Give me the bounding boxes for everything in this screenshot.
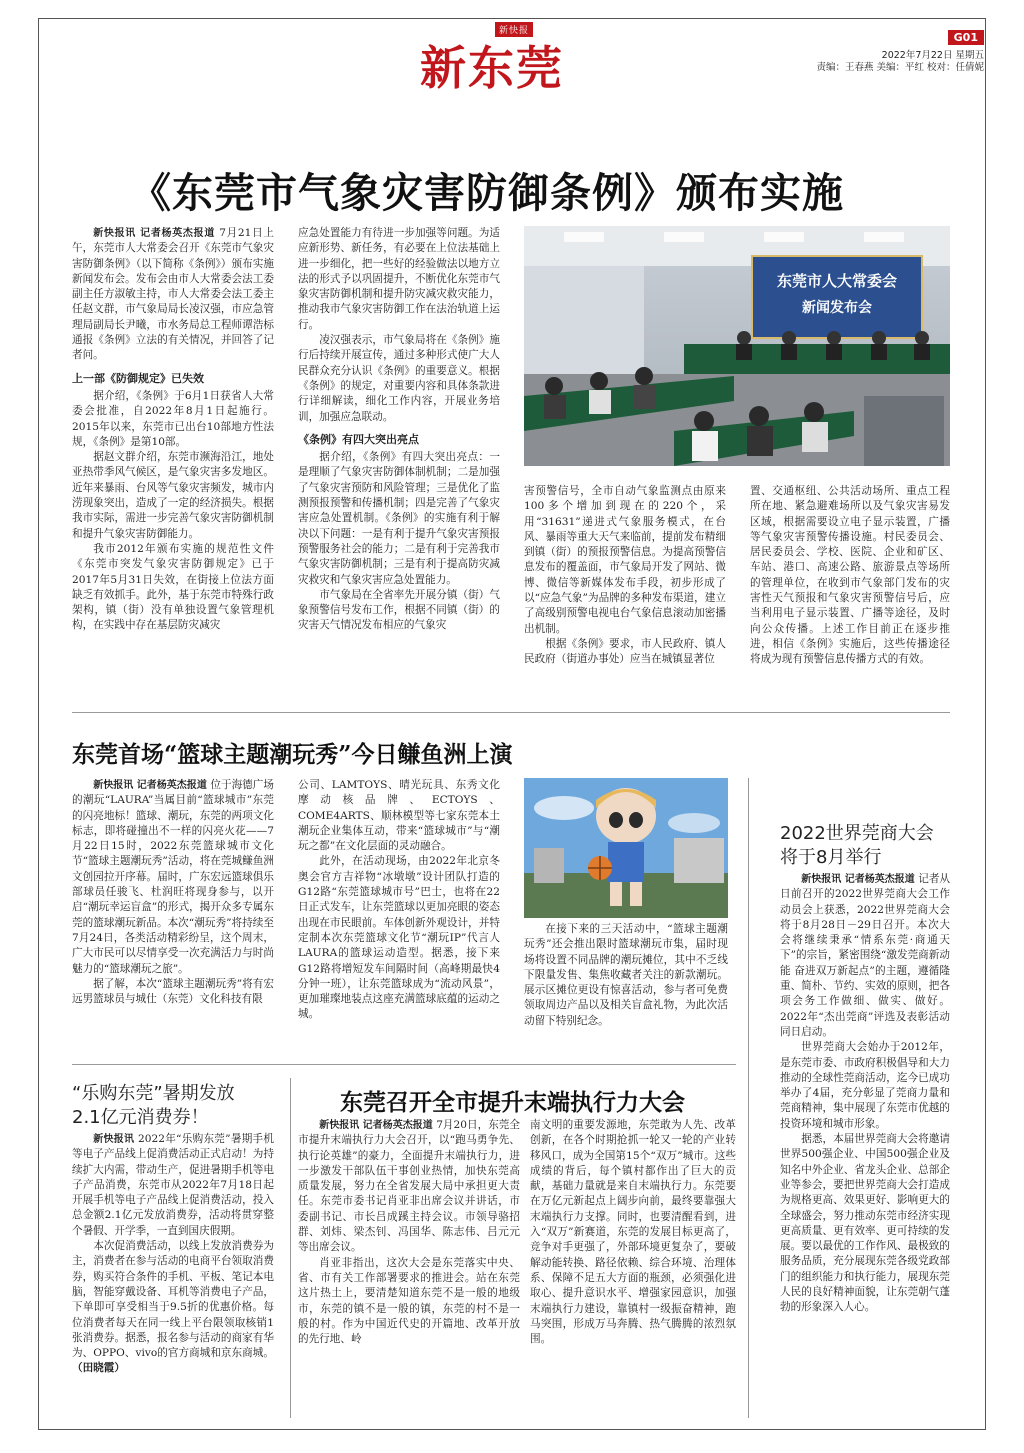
editor-credits: 责编：王春燕 美编：平红 校对：任倩妮 xyxy=(816,62,984,73)
article-paragraph xyxy=(298,854,500,1022)
article-paragraph xyxy=(72,778,274,977)
main-article-col4 xyxy=(750,484,950,698)
paragraph-text: 本次促消费活动，以线上发放消费券为主，消费者在参与活动的电商平台领取消费券，购买符合条件的手机、平板、笔记本电脑，智能穿戴设备、耳机等消费电子产品，下单即可享受相当于9.5折的优惠价格。每位消费者每天在同一线上平台限领取核销1张消费券。据悉，报名参与活动的商家有华为、OPPO、vivo的官方商城和京东商城。 xyxy=(72,1240,274,1360)
press-conference-illustration xyxy=(524,226,950,466)
article-paragraph xyxy=(298,450,500,588)
dateline: 新快报讯 xyxy=(93,1134,138,1145)
article-paragraph xyxy=(780,1132,950,1316)
shopping-meeting-divider xyxy=(290,1078,291,1418)
article-paragraph xyxy=(750,484,950,668)
article-paragraph xyxy=(298,588,500,634)
article-paragraph xyxy=(780,1040,950,1132)
section-divider xyxy=(72,712,950,713)
article-paragraph xyxy=(72,226,274,364)
paragraph-text: 我市2012年颁布实施的规范性文件《东莞市突发气象灾害防御规定》已于2017年5月31日失效，在街接上位法方面缺乏有效抓手。此外，基于东莞市特殊行政架构，镇（街）没有单独设置气象管理机构，在实践中存在基层防灾减灾 xyxy=(72,542,274,632)
article-paragraph xyxy=(780,872,950,1040)
article-paragraph xyxy=(298,1118,520,1256)
paragraph-text: 据了解，本次“篮球主题潮玩秀”将有宏远男篮球员与城仕（东莞）文化科技有限 xyxy=(72,977,274,1006)
meeting-col2 xyxy=(530,1118,736,1420)
paragraph-text: 在接下来的三天活动中，“篮球主题潮玩秀”还会推出限时篮球潮玩市集，届时现场将设置不同品牌的潮玩摊位，其中不乏线下限量发售、集焦收藏者关注的新款潮玩。展示区摊位更设有惊喜活动，参与者可免费领取周边产品以及相关盲盒礼物，为此次活动留下特别纪念。 xyxy=(524,923,728,1027)
dateline: 新快报讯 记者杨英杰报道 xyxy=(93,228,220,239)
dateline: 新快报讯 记者杨英杰报道 xyxy=(93,780,211,791)
meeting-headline: 东莞召开全市提升末端执行力大会 xyxy=(340,1089,685,1116)
main-headline: 《东莞市气象灾害防御条例》颁布实施 xyxy=(130,169,844,217)
paragraph-text: 根据《条例》要求，市人民政府、镇人民政府（街道办事处）应当在城镇显著位 xyxy=(524,637,726,666)
paragraph-text: 世界莞商大会始办于2012年，是东莞市委、市政府积极倡导和大力推动的全球性莞商活动，迄今已成功举办了4届，充分彰显了莞商力量和莞商精神，集中展现了东莞市优越的投资环境和城市形象。 xyxy=(780,1041,950,1130)
basketball-col2 xyxy=(298,778,500,1050)
paragraph-text: 据介绍，《条例》有四大突出亮点：一是理顺了气象灾害防御体制机制；二是加强了气象灾害预防和风险管理；三是优化了监测预报预警和传播机制；四是完善了气象灾害应急处置机制。《条例》的实施有利于解决以下问题：一是有利于提升气象灾害预报预警服务社会的能力；二是有利于完善我市气象灾害防御机制；三是有利于提高防灾减灾救灾和气象灾害应急处置能力。 xyxy=(298,451,500,586)
paragraph-text: 2022年“乐购东莞”暑期手机等电子产品线上促消费活动正式启动！为持续扩大内需，带动生产，促进暑期手机等电子产品消费，东莞市从2022年7月18日起开展手机等电子产品线上促消费活动，投入总金额2.1亿元发放消费券，活动将贯穿整个暑假、开学季，一直到国庆假期。 xyxy=(72,1133,274,1237)
shopping-headline-line2: 2.1亿元消费券！ xyxy=(72,1107,209,1128)
dateline: 新快报讯 记者杨英杰报道 xyxy=(319,1120,437,1131)
main-article-col3 xyxy=(524,484,726,698)
bottom-divider xyxy=(72,1064,736,1065)
paragraph-text: 市气象局在全省率先开展分镇（街）气象预警信号发布工作，根据不同镇（街）的灾害天气情况发布相应的气象灾 xyxy=(298,588,500,632)
section-subhead: 上一部《防御规定》已失效 xyxy=(72,371,204,385)
shopping-headline-line1: “乐购东莞”暑期发放 xyxy=(72,1083,235,1104)
masthead-badge: 新快报 xyxy=(495,22,533,37)
paragraph-text: 公司、LAMTOYS、晴光玩具、东秀文化摩动核品牌、ECTOYS、COME4ARTS、顺林模型等七家东莞本土潮玩企业集体互动，带来“篮球城市”与“潮玩之都”在文化层面的灵动融合。 xyxy=(298,779,500,853)
article-paragraph xyxy=(524,484,726,637)
article-paragraph xyxy=(530,1118,736,1347)
paragraph-text: 置、交通枢纽、公共活动场所、重点工程所在地、紧急避难场所以及气象灾害易发区域，根据需要设立电子显示装置，广播等气象灾害预警传播设施。村民委员会、居民委员会、学校、医院、企业和矿区、车站、港口、高速公路、旅游景点等场所的管理单位，在收到市气象部门发布的灾害性天气预报和气象灾害预警信号后，应当利用电子显示装置、广播等途径，及时向公众传播。上述工作目前正在逐步推进，相信《条例》实施后，这些传播途径将成为现有预警信息传播方式的有效。 xyxy=(750,485,950,666)
paragraph-text: 据赵文群介绍，东莞市濒海沿江，地处亚热带季风气候区，是气象灾害多发地区。近年来暴雨、台风等气象灾害频发，城市内涝现象突出，造成了一定的经济损失。根据我市实际，需进一步完善气象灾害防御机制和提升气象灾害防御能力。 xyxy=(72,451,274,540)
main-article-col2 xyxy=(298,226,500,698)
basketball-col3 xyxy=(524,922,728,1050)
article-paragraph xyxy=(524,637,726,668)
paragraph-text: 位于海德广场的潮玩“LAURA”当属目前“篮球城市”东莞的闪亮地标！篮球、潮玩，东莞的两项文化标志，即将碰撞出不一样的闪亮火花——7月22日15时，2022东莞篮球城市文化节“篮球主题潮玩秀”活动，将在莞城鳒鱼洲文创园拉开序幕。届时，广东宏远篮球俱乐部球员任骏飞、杜润旺将现身参与，以开启“潮玩幸运盲盒”的形式，揭开众多专属东莞的篮球潮玩新品。本次“潮玩秀”将持续至7月24日，各类活动精彩纷呈，这个周末，广大市民可以尽情享受一次充满活力与时尚魅力的“篮球潮玩之旅”。 xyxy=(72,779,274,975)
page-number: G01 xyxy=(948,30,984,45)
paragraph-text: 凌汉强表示，市气象局将在《条例》施行后持续开展宣传，通过多种形式使广大人民群众充分认识《条例》的重要意义。根据《条例》的规定，对重要内容和具体条款进行详细解读，细化工作内容，开展业务培训，加强应急联动。 xyxy=(298,334,500,423)
article-paragraph xyxy=(298,226,500,333)
paragraph-text: 据介绍，《条例》于6月1日获省人大常委会批准，自2022年8月1日起施行。2015年以来，东莞市已出台10部地方性法规，《条例》是第10部。 xyxy=(72,389,274,448)
press-conference-photo xyxy=(524,226,950,466)
article-paragraph xyxy=(72,1132,274,1239)
article-paragraph xyxy=(72,450,274,542)
expo-article xyxy=(780,872,950,1420)
author-signature: （田晓霞） xyxy=(72,1362,125,1375)
paragraph-text: 南文明的重要发源地，东莞敢为人先、改革创新，在各个时期抢抓一轮又一轮的产业转移风口，成为全国第15个“双万”城市。这些成绩的背后，每个镇村都作出了巨大的贡献，基础力量就是来自末端执行力。东莞要在万亿元新起点上阔步向前，最终要靠强大末端执行力支撑。同时，也要清醒看到，进入“双万”新赛道，东莞的发展目标更高了，竞争对手更强了，外部环境更复杂了，要破解动能转换、路径依赖、综合环境、治理体系、保障不足五大方面的瓶颈，必须强化进取心、提升意识水平、增强家园意识，加强末端执行力建设，靠镇村一级振奋精神，跑马突围，形成万马奔腾、热气腾腾的浓烈氛围。 xyxy=(530,1119,736,1346)
banner-subtitle: 新闻发布会 xyxy=(802,300,872,316)
main-article-col1 xyxy=(72,226,274,698)
laura-figure-illustration xyxy=(524,778,728,918)
laura-figure-photo xyxy=(524,778,728,918)
paragraph-text: 记者从日前召开的2022世界莞商大会工作动员会上获悉，2022世界莞商大会将于8月28日－29日召开。本次大会将继续秉承“情系东莞·商通天下”的宗旨，紧密围绕“激发莞商新动能 奋进双万新起点”的主题，遵循隆重、简朴、节约、实效的原则，把各项会务工作做细、做实、做好。2022年“杰出莞商”评选及表彰活动同日启动。 xyxy=(780,873,950,1038)
issue-date: 2022年7月22日 星期五 xyxy=(881,50,984,61)
paragraph-text: 此外，在活动现场，由2022年北京冬奥会官方吉祥物“冰墩墩”设计团队打造的G12路“东莞篮球城市号”巴士，也将在22日正式发车，让东莞篮球以更加亮眼的姿态出现在市民眼前。车体创新外观设计，并特定制本次东莞篮球文化节“潮玩IP”代言人LAURA的篮球运动造型。据悉，接下来G12路将增短发车间隔时间（高峰期最快4分钟一班），让东莞篮球成为“流动风景”，更加璀璨地装点这座充满篮球底蕴的运动之城。 xyxy=(298,855,500,1021)
shopping-article xyxy=(72,1132,274,1420)
paragraph-text: 应急处置能力有待进一步加强等问题。为适应新形势、新任务，有必要在上位法基础上进一步细化，把一些好的经验做法以地方立法的形式予以巩固提升，不断优化东莞市气象灾害防御机制和提升防灾减灾救灾能力，推动我市气象灾害防御工作在法治轨道上运行。 xyxy=(298,227,500,331)
basketball-col1 xyxy=(72,778,274,1050)
article-paragraph xyxy=(72,389,274,450)
basketball-headline: 东莞首场“篮球主题潮玩秀”今日鳒鱼洲上演 xyxy=(72,741,513,768)
expo-divider xyxy=(748,778,749,1418)
paragraph-text: 据悉，本届世界莞商大会将邀请世界500强企业、中国500强企业及知名中外企业、省龙头企业、总部企业等参会，要把世界莞商大会打造成为规格更高、效果更好、影响更大的全球盛会，努力推动东莞市经济实现更高质量、更有效率、更可持续的发展。要以最优的工作作风、最极致的服务品质，充分展现东莞各级党政部门的组织能力和执行能力，展现东莞人民的良好精神面貌，让东莞朝气蓬勃的形象深入人心。 xyxy=(780,1133,950,1314)
masthead-title: 新东莞 xyxy=(420,41,564,95)
paragraph-text: 7月20日，东莞全市提升末端执行力大会召开，以“跑马勇争先、执行论英雄”的豪力，全面提升末端执行力，进一步激发干部队伍干事创业热情，加快东莞高质量发展，努力在全省发展大局中承担更大责任。东莞市委书记肖亚非出席会议并讲话，市委副书记、市长吕成蹊主持会议。市领导骆招群、刘炜、梁杰钊、冯国华、陈志伟、吕元元等出席会议。 xyxy=(298,1119,520,1254)
section-subhead: 《条例》有四大突出亮点 xyxy=(298,432,419,446)
expo-headline-line2: 将于8月举行 xyxy=(780,847,882,868)
article-paragraph xyxy=(524,922,728,1029)
article-paragraph xyxy=(298,1256,520,1348)
paragraph-text: 害预警信号，全市自动气象监测点由原来100多个增加到现在的220个，采用“31631”递进式气象服务模式，在台风、暴雨等重大天气来临前，提前发布精细到镇（街）的预报预警信息。为提高预警信息发布的覆盖面，市气象局开发了网站、微博、微信等新媒体发布手段，初步形成了以“应急气象”为品牌的多种发布渠道，建立了高级别预警电视电台气象信息滚动加密播出机制。 xyxy=(524,485,726,635)
article-paragraph xyxy=(72,977,274,1008)
dateline: 新快报讯 记者杨英杰报道 xyxy=(801,874,919,885)
article-paragraph xyxy=(298,333,500,425)
article-paragraph xyxy=(72,542,274,634)
article-paragraph xyxy=(72,1239,274,1377)
article-paragraph xyxy=(298,778,500,854)
paragraph-text: 肖亚非指出，这次大会是东莞落实中央、省、市有关工作部署要求的推进会。站在东莞这片热土上，要清楚知道东莞不是一般的地级市，东莞的镇不是一般的镇，东莞的村不是一般的村。作为中国近代史的开篇地、改革开放的先行地、岭 xyxy=(298,1256,520,1346)
meeting-col1 xyxy=(298,1118,520,1420)
banner-title: 东莞市人大常委会 xyxy=(776,272,898,290)
expo-headline-line1: 2022世界莞商大会 xyxy=(780,823,934,844)
paragraph-text: 7月21日上午，东莞市人大常委会召开《东莞市气象灾害防御条例》（以下简称《条例》）颁布实施新闻发布会。发布会由市人大常委会法工委副主任方淑敏主持，市人大常委会法工委主任赵文群，市气象局局长凌汉强，市应急管理局副局长尹曦，市水务局总工程师谭浩标通报《条例》立法的有关情况，并回答了记者问。 xyxy=(72,227,274,362)
